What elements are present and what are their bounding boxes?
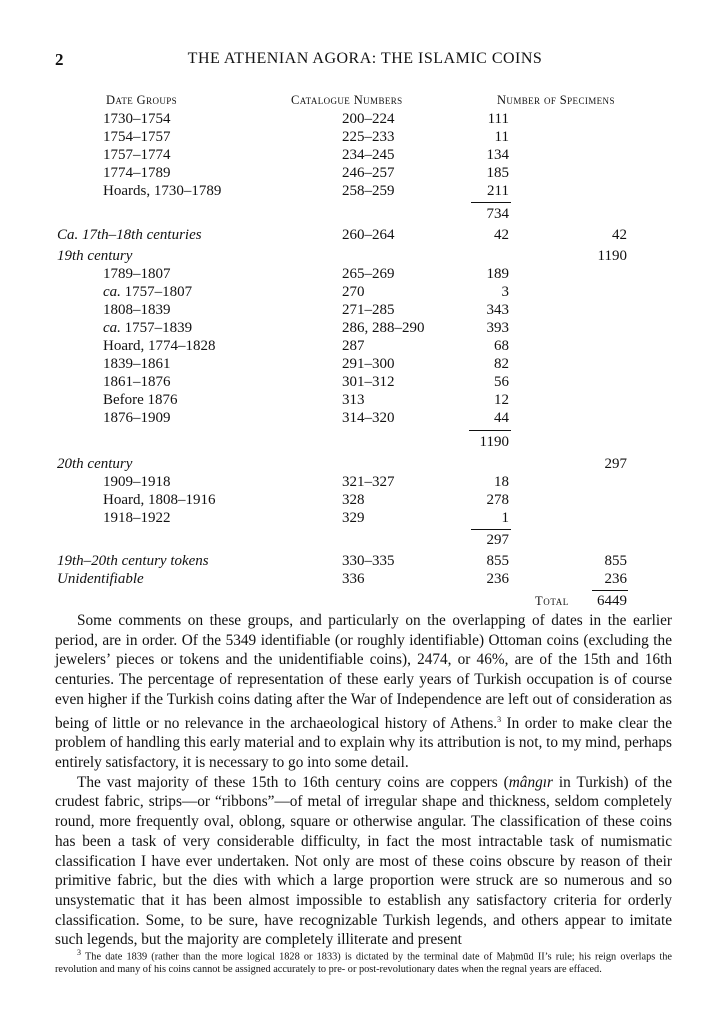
group-total: 236 <box>604 571 627 587</box>
date-cell: 1774–1789 <box>103 165 171 181</box>
paragraph-text: Some comments on these groups, and particularly on the overlapping of dates in the earlier period, are in order. Of the 5349 identifiable (or roughly identifiable) Ottoman coins (excluding the jewelers’ pieces or tokens and the unidentifiable coins), 2474, or 46%, are of the 15th and 16th centuries. The percentage of representation of these early years of Turkish occupation is of course even higher if the Turkish coins dating after the War of Independence are left out of consideration as being of little or no relevance in the archaeological history of Athens. <box>55 612 672 732</box>
catalogue-cell: 328 <box>342 492 365 508</box>
count-cell: 42 <box>494 227 509 243</box>
table-row <box>0 409 727 427</box>
group-label: 19th–20th century tokens <box>57 553 209 569</box>
table-row <box>0 247 727 265</box>
table-row <box>0 373 727 391</box>
table-row <box>0 491 727 509</box>
paragraph-text: The vast majority of these 15th to 16th century coins are coppers ( <box>77 773 509 791</box>
catalogue-cell: 336 <box>342 571 365 587</box>
paragraph-text: in Turkish) of the crudest fabric, strips—or “ribbons”—of metal of irregular shape and thickness, seldom completely round, more frequently oval, oblong, square or otherwise angular. The classification of these coins has been a task of very considerable difficulty, in fact the most intractable task of numismatic classification I have ever undertaken. Not only are most of these coins obscure by reason of their primitive fabric, but the dies with which a large proportion were struck are so numerous and so unsystematic that it has been almost impossible to establish any satisfactory criteria for orderly classification. Some, to be sure, have recognizable Turkish legends, and others appear to imitate such legends, but the majority are completely illiterate and present <box>55 773 672 949</box>
total-row <box>0 592 727 610</box>
table-row <box>0 110 727 128</box>
group-total: 297 <box>604 456 627 472</box>
date-cell: Hoards, 1730–1789 <box>103 183 222 199</box>
count-cell: 12 <box>494 392 509 408</box>
count-cell: 56 <box>494 374 509 390</box>
column-header-catalogue-numbers: Catalogue Numbers <box>291 93 403 107</box>
subtotal-rule <box>469 430 511 431</box>
table-row <box>0 146 727 164</box>
circa-prefix: ca. <box>103 284 121 300</box>
date-cell: 1789–1807 <box>103 266 171 282</box>
footnote-mark: 3 <box>77 948 81 957</box>
table-row <box>0 509 727 527</box>
count-cell: 44 <box>494 410 509 426</box>
subtotal-row <box>0 531 727 549</box>
catalogue-cell: 271–285 <box>342 302 395 318</box>
catalogue-cell: 286, 288–290 <box>342 320 425 336</box>
group-label: Unidentifiable <box>57 571 144 587</box>
count-cell: 11 <box>494 129 509 145</box>
date-cell: 1808–1839 <box>103 302 171 318</box>
subtotal-row <box>0 205 727 223</box>
date-cell <box>103 319 192 337</box>
date-cell <box>103 283 192 301</box>
subtotal-rule <box>471 529 511 530</box>
table-row <box>0 552 727 570</box>
date-cell: 1754–1757 <box>103 129 171 145</box>
table-row <box>0 570 727 588</box>
date-range: 1757–1807 <box>120 284 193 300</box>
column-header-date-groups: Date Groups <box>106 93 178 107</box>
catalogue-cell: 225–233 <box>342 129 395 145</box>
count-cell: 111 <box>487 111 509 127</box>
catalogue-cell: 321–327 <box>342 474 395 490</box>
catalogue-cell: 301–312 <box>342 374 395 390</box>
count-cell: 1 <box>501 510 509 526</box>
subtotal-rule <box>471 202 511 203</box>
count-cell: 278 <box>486 492 509 508</box>
table-row <box>0 128 727 146</box>
catalogue-cell: 287 <box>342 338 365 354</box>
count-cell: 68 <box>494 338 509 354</box>
group-total: 42 <box>612 227 627 243</box>
date-cell: 1730–1754 <box>103 111 171 127</box>
running-title: THE ATHENIAN AGORA: THE ISLAMIC COINS <box>187 50 543 67</box>
footnote-text: The date 1839 (rather than the more logical 1828 or 1833) is dictated by the terminal date of Maḥmūd II’s rule; his reign overlaps the revolution and many of his coins cannot be assigned accurately to pre- or post-revolutionary dates when the regnal years are effaced. <box>55 951 672 976</box>
catalogue-cell: 260–264 <box>342 227 395 243</box>
date-cell: 1909–1918 <box>103 474 171 490</box>
date-cell: 1918–1922 <box>103 510 171 526</box>
subtotal-value: 734 <box>486 206 509 222</box>
subtotal-row <box>0 433 727 451</box>
paragraph <box>55 773 672 950</box>
body-text <box>55 611 672 950</box>
table-row <box>0 391 727 409</box>
count-cell: 189 <box>486 266 509 282</box>
column-header-number-of-specimens: Number of Specimens <box>497 93 615 107</box>
paragraph-text: In order to make clear the problem of handling this early material and to explain why its attribution is not, to my mind, perhaps entirely satisfactory, it is necessary to go into some detail. <box>55 714 672 772</box>
date-cell: Hoard, 1808–1916 <box>103 492 216 508</box>
count-cell: 134 <box>486 147 509 163</box>
count-cell: 393 <box>486 320 509 336</box>
group-label: Ca. 17th–18th centuries <box>57 227 202 243</box>
date-cell: 1861–1876 <box>103 374 171 390</box>
table-row <box>0 355 727 373</box>
table-row <box>0 455 727 473</box>
table-row <box>0 226 727 244</box>
count-cell: 82 <box>494 356 509 372</box>
subtotal-value: 1190 <box>479 434 509 450</box>
count-cell: 3 <box>501 284 509 300</box>
catalogue-cell: 265–269 <box>342 266 395 282</box>
footnote-reference[interactable]: 3 <box>497 714 502 724</box>
date-range: 1757–1839 <box>120 320 193 336</box>
total-rule <box>592 590 628 591</box>
circa-prefix: ca. <box>103 320 121 336</box>
table-row <box>0 337 727 355</box>
catalogue-cell: 291–300 <box>342 356 395 372</box>
date-cell: 1757–1774 <box>103 147 171 163</box>
table-row <box>0 301 727 319</box>
count-cell: 855 <box>486 553 509 569</box>
catalogue-cell: 329 <box>342 510 365 526</box>
table-row <box>0 473 727 491</box>
paragraph <box>55 611 672 773</box>
page-number: 2 <box>55 50 64 69</box>
group-total: 1190 <box>597 248 627 264</box>
catalogue-cell: 246–257 <box>342 165 395 181</box>
date-cell: Hoard, 1774–1828 <box>103 338 216 354</box>
table-row <box>0 265 727 283</box>
catalogue-cell: 270 <box>342 284 365 300</box>
group-label: 20th century <box>57 456 133 472</box>
catalogue-cell: 314–320 <box>342 410 395 426</box>
count-cell: 211 <box>487 183 509 199</box>
date-cell: 1839–1861 <box>103 356 171 372</box>
catalogue-cell: 234–245 <box>342 147 395 163</box>
date-cell: 1876–1909 <box>103 410 171 426</box>
table-row <box>0 319 727 337</box>
catalogue-cell: 313 <box>342 392 365 408</box>
group-label: 19th century <box>57 248 133 264</box>
foreign-term: mângır <box>508 773 553 791</box>
table-row <box>0 283 727 301</box>
catalogue-cell: 258–259 <box>342 183 395 199</box>
subtotal-value: 297 <box>486 532 509 548</box>
catalogue-cell: 330–335 <box>342 553 395 569</box>
table-row <box>0 164 727 182</box>
count-cell: 343 <box>486 302 509 318</box>
date-cell: Before 1876 <box>103 392 178 408</box>
table-row <box>0 182 727 200</box>
count-cell: 236 <box>486 571 509 587</box>
footnote <box>55 947 672 977</box>
grand-total: 6449 <box>597 593 627 609</box>
catalogue-cell: 200–224 <box>342 111 395 127</box>
page-header <box>55 50 675 72</box>
group-total: 855 <box>604 553 627 569</box>
count-cell: 185 <box>486 165 509 181</box>
count-cell: 18 <box>494 474 509 490</box>
total-label: Total <box>535 594 569 608</box>
